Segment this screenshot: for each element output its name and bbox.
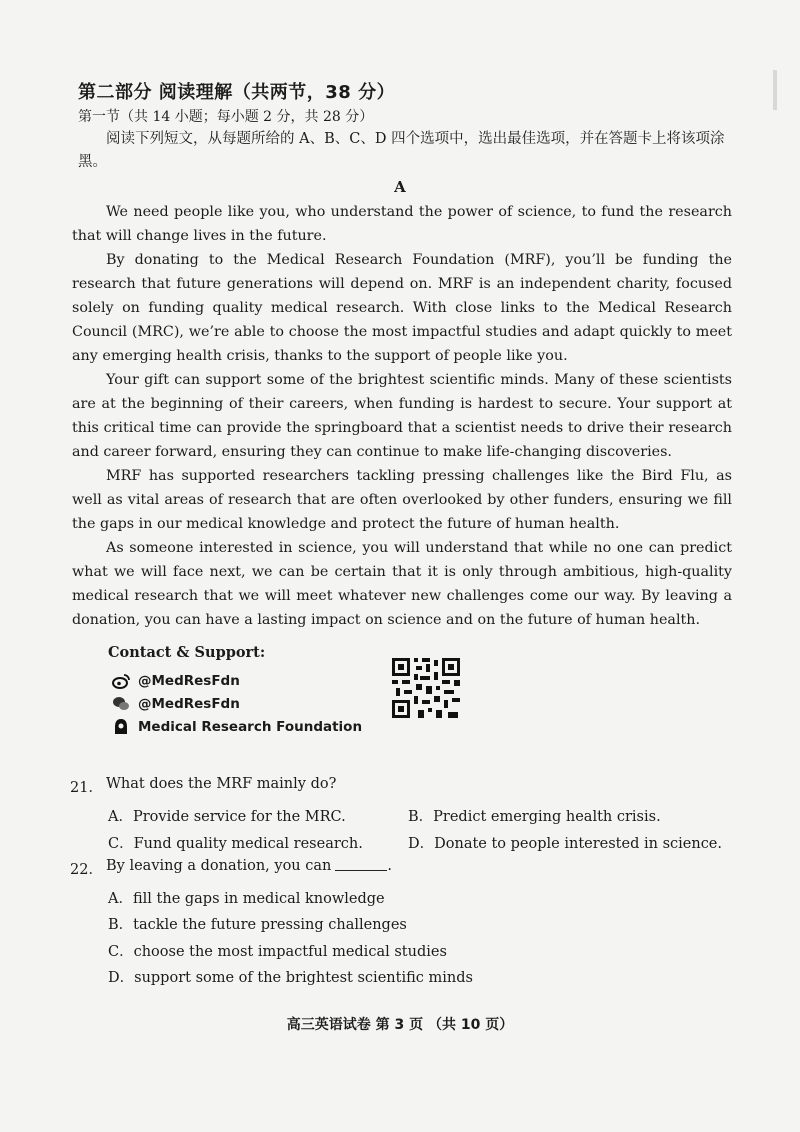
contact-title: Contact & Support: [108, 644, 266, 661]
profile-icon [112, 718, 130, 736]
option-d: D．support some of the brightest scientific minds [108, 970, 473, 987]
option-a: A．Provide service for the MRC. [108, 809, 346, 825]
contact-weibo [108, 669, 408, 692]
option-row [70, 829, 750, 856]
instruction-text: 阅读下列短文，从每题所给的 A、B、C、D 四个选项中，选出最佳选项，并在答题卡上将该项涂黑。 [78, 131, 725, 170]
passage-paragraph: Your gift can support some of the brightest scientific minds. Many of these scientists are at the beginning of their careers, when funding is hardest to secure. Your support at this critical time can provide the springboard that a scientist needs to drive their research and career forward, ensuring they can continue to make life-changing discoveries. [72, 372, 732, 460]
question-22: 22． By leaving a donation, you can . [70, 858, 392, 878]
question-number: 22． [70, 862, 103, 878]
passage-paragraph: By donating to the Medical Research Foundation (MRF), you’ll be funding the research that future generations will depend on. MRF is an independent charity, focused solely on funding quality medical research. With close links to the Medical Research Council (MRC), we’re able to choose the most impactful studies and adapt quickly to meet any emerging health crisis, thanks to the support of people like you. [72, 252, 732, 364]
contact-section [108, 644, 408, 738]
qr-code [390, 656, 462, 720]
option-d: D．Donate to people interested in science. [408, 836, 723, 852]
contact-text: Medical Research Foundation [138, 718, 363, 735]
contact-text: @MedResFdn [138, 672, 240, 689]
passage-paragraph: MRF has supported researchers tackling pressing challenges like the Bird Flu, as well as vital areas of research that are often overlooked by other funders, ensuring we fill the gaps in our medical knowledge and protect the future of human health. [72, 468, 732, 532]
option-b: B．tackle the future pressing challenges [108, 917, 407, 934]
weibo-icon [112, 672, 130, 690]
question-21 [70, 776, 750, 802]
passage-label: A [394, 178, 406, 196]
question-stem: By leaving a donation, you can [106, 858, 332, 874]
contact-text: @MedResFdn [138, 695, 240, 712]
contact-profile [108, 715, 408, 738]
question-list [70, 776, 750, 990]
section-title: 第二部分 阅读理解（共两节，38 分） [78, 82, 396, 103]
question-stem: What does the MRF mainly do? [106, 776, 337, 792]
option-c: C．Fund quality medical research. [108, 836, 363, 852]
answer-blank [335, 858, 387, 871]
passage-body [72, 200, 732, 632]
option-a: A．fill the gaps in medical knowledge [108, 890, 385, 907]
option-c: C．choose the most impactful medical studies [108, 943, 447, 960]
option-row [70, 802, 750, 829]
question-number: 21． [70, 780, 103, 796]
passage-paragraph: As someone interested in science, you will understand that while no one can predict what we will face next, we can be certain that it is only through ambitious, high-quality medical research that we will meet whatever new challenges come our way. By leaving a donation, you can have a lasting impact on science and on the future of human health. [72, 540, 732, 628]
contact-wechat [108, 692, 408, 715]
page-footer: 高三英语试卷 第 3 页 （共 10 页） [286, 1017, 514, 1033]
option-b: B．Predict emerging health crisis. [408, 809, 661, 825]
passage-paragraph: We need people like you, who understand the power of science, to fund the research that will change lives in the future. [72, 204, 732, 244]
wechat-icon [112, 695, 130, 713]
scan-mark [773, 70, 777, 110]
subsection-title: 第一节（共 14 小题；每小题 2 分，共 28 分） [78, 109, 374, 125]
